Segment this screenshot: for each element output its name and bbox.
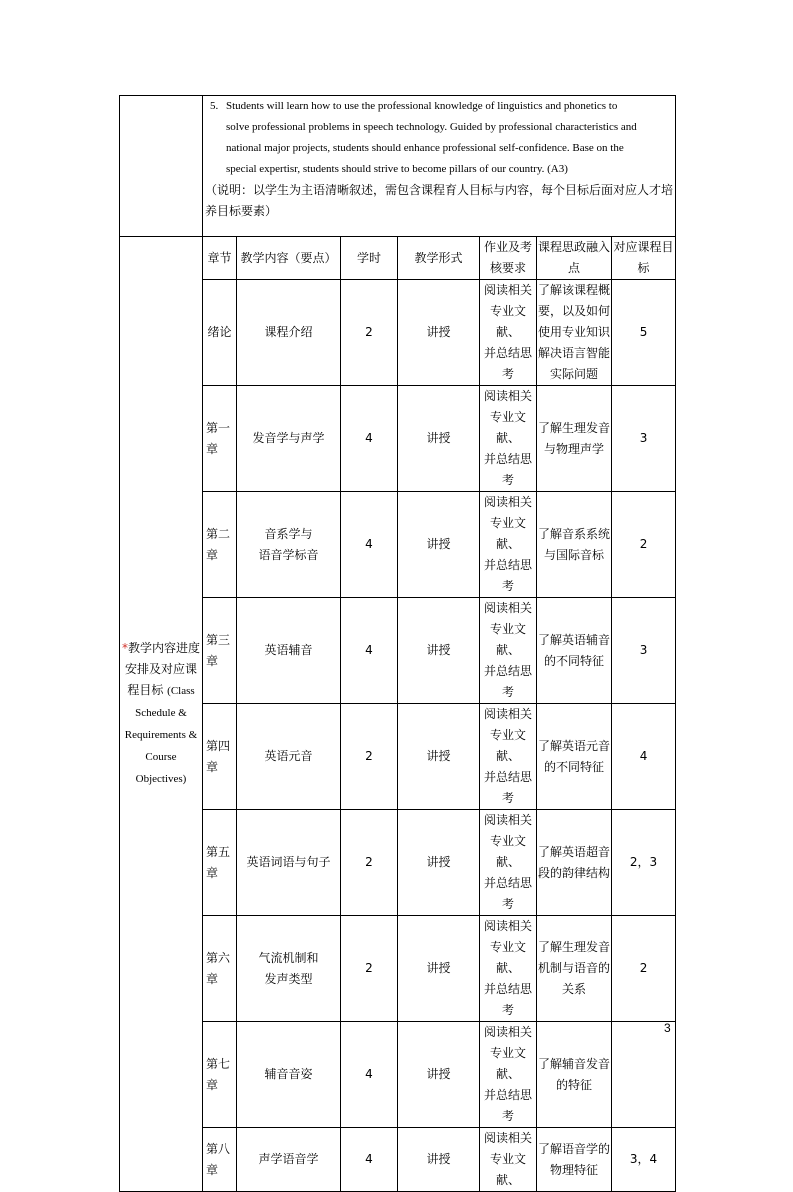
ideology-cell bbox=[537, 280, 612, 386]
form-cell: 讲授 bbox=[398, 1022, 480, 1128]
header-chapter: 章节 bbox=[203, 237, 237, 280]
content-cell bbox=[237, 704, 341, 810]
homework-text: 考 bbox=[501, 367, 514, 381]
content-cell bbox=[237, 280, 341, 386]
homework-text: 阅读相关 bbox=[483, 813, 532, 827]
schedule-row bbox=[120, 1022, 676, 1128]
content-cell bbox=[237, 916, 341, 1022]
objective-text bbox=[205, 96, 673, 180]
homework-text: 专业文献、 bbox=[489, 304, 526, 339]
homework-text: 专业文献、 bbox=[489, 622, 526, 657]
homework-text: 考 bbox=[501, 1109, 514, 1123]
content-text: 气流机制和 bbox=[258, 950, 319, 965]
homework-text: 专业文献、 bbox=[489, 1046, 526, 1081]
objective-cell: 3 bbox=[612, 598, 676, 704]
schedule-row bbox=[120, 1128, 676, 1192]
page-number: 3 bbox=[664, 1021, 671, 1035]
schedule-row bbox=[120, 704, 676, 810]
chapter-text: 第四 bbox=[206, 738, 231, 753]
homework-text: 阅读相关 bbox=[483, 919, 532, 933]
section-label-en-line: Course bbox=[145, 751, 177, 763]
form-cell: 讲授 bbox=[398, 492, 480, 598]
chapter-text: 章 bbox=[206, 1077, 219, 1092]
header-form: 教学形式 bbox=[398, 237, 480, 280]
schedule-row bbox=[120, 598, 676, 704]
section-label-line: 教学内容进度 bbox=[127, 641, 200, 655]
content-cell bbox=[237, 810, 341, 916]
content-cell bbox=[237, 492, 341, 598]
header-objective-line: 对应课程目 bbox=[613, 240, 674, 254]
chapter-cell bbox=[203, 916, 237, 1022]
form-cell: 讲授 bbox=[398, 280, 480, 386]
chapter-text: 第六 bbox=[206, 950, 231, 965]
ideology-cell bbox=[537, 810, 612, 916]
required-star: * bbox=[121, 641, 128, 655]
ideology-cell bbox=[537, 386, 612, 492]
homework-text: 阅读相关 bbox=[483, 495, 532, 509]
ideology-text: 的不同特征 bbox=[543, 653, 604, 668]
header-homework-line: 作业及考 bbox=[483, 240, 532, 254]
note-line: （说明：以学生为主语清晰叙述，需包含课程育人目标与内容，每个目标后面对应人才培 bbox=[205, 183, 674, 197]
header-homework bbox=[480, 237, 537, 280]
content-text: 发声类型 bbox=[264, 971, 313, 986]
chapter-cell bbox=[203, 386, 237, 492]
ideology-text: 解决语言智能 bbox=[537, 346, 610, 360]
chapter-cell bbox=[203, 810, 237, 916]
homework-text: 并总结思 bbox=[483, 558, 532, 572]
homework-text: 并总结思 bbox=[483, 452, 532, 466]
chapter-cell bbox=[203, 492, 237, 598]
objective-number: 5. bbox=[210, 100, 219, 112]
objective-line: solve professional problems in speech technology. Guided by professional characteristics and bbox=[226, 121, 637, 133]
schedule-row bbox=[120, 492, 676, 598]
form-cell: 讲授 bbox=[398, 916, 480, 1022]
ideology-text: 了解英语元音 bbox=[537, 738, 610, 753]
homework-cell bbox=[480, 280, 537, 386]
content-cell bbox=[237, 386, 341, 492]
chapter-text: 章 bbox=[206, 865, 219, 880]
objective-cell: 4 bbox=[612, 704, 676, 810]
ideology-text: 要，以及如何 bbox=[537, 304, 610, 318]
form-cell: 讲授 bbox=[398, 386, 480, 492]
homework-cell bbox=[480, 810, 537, 916]
homework-text: 考 bbox=[501, 1003, 514, 1017]
content-cell bbox=[237, 1022, 341, 1128]
ideology-text: 物理特征 bbox=[549, 1162, 598, 1177]
homework-text: 专业文献、 bbox=[489, 728, 526, 763]
header-content: 教学内容（要点） bbox=[237, 237, 341, 280]
ideology-cell bbox=[537, 1022, 612, 1128]
homework-text: 阅读相关 bbox=[483, 1025, 532, 1039]
ideology-text: 了解辅音发音 bbox=[537, 1056, 610, 1071]
objective-cell: 3，4 bbox=[612, 1128, 676, 1192]
hours-cell: 4 bbox=[341, 492, 398, 598]
homework-text: 阅读相关 bbox=[483, 707, 532, 721]
content-text: 课程介绍 bbox=[264, 325, 313, 339]
homework-text: 阅读相关 bbox=[483, 1131, 532, 1145]
objective-cell: 2 bbox=[612, 916, 676, 1022]
ideology-cell bbox=[537, 704, 612, 810]
chapter-text: 章 bbox=[206, 1162, 219, 1177]
objective-line: special expertisr, students should strive to become pillars of our country. (A3) bbox=[226, 163, 568, 175]
ideology-cell bbox=[537, 492, 612, 598]
objective-cell: 2，3 bbox=[612, 810, 676, 916]
objective-cell: 3 bbox=[612, 386, 676, 492]
homework-text: 专业文献、 bbox=[489, 940, 526, 975]
homework-text: 并总结思 bbox=[483, 982, 532, 996]
homework-text: 阅读相关 bbox=[483, 601, 532, 615]
form-cell: 讲授 bbox=[398, 810, 480, 916]
homework-cell bbox=[480, 916, 537, 1022]
form-cell: 讲授 bbox=[398, 598, 480, 704]
section-label-line: 程目标 bbox=[127, 683, 164, 697]
hours-cell: 2 bbox=[341, 704, 398, 810]
homework-text: 考 bbox=[501, 791, 514, 805]
note-line: 养目标要素） bbox=[205, 204, 278, 218]
course-schedule-table bbox=[119, 95, 676, 1192]
content-text: 英语辅音 bbox=[264, 643, 313, 657]
chapter-text: 章 bbox=[206, 759, 219, 774]
homework-text: 专业文献、 bbox=[489, 516, 526, 551]
homework-text: 阅读相关 bbox=[483, 389, 532, 403]
section-label-en-line: Objectives) bbox=[135, 773, 187, 785]
hours-cell: 2 bbox=[341, 280, 398, 386]
header-ideology-line: 点 bbox=[567, 261, 580, 275]
ideology-cell bbox=[537, 598, 612, 704]
schedule-row bbox=[120, 386, 676, 492]
chapter-text: 第一 bbox=[206, 420, 231, 435]
form-cell: 讲授 bbox=[398, 704, 480, 810]
section-label-line: 安排及对应课 bbox=[124, 662, 197, 676]
chapter-text: 第五 bbox=[206, 844, 231, 859]
chapter-text: 章 bbox=[206, 653, 219, 668]
content-text: 声学语音学 bbox=[258, 1152, 319, 1166]
objective-line: national major projects, students should enhance professional self-confidence. Base on the bbox=[226, 142, 624, 154]
header-ideology-line: 课程思政融入 bbox=[537, 240, 610, 254]
header-row bbox=[120, 237, 676, 280]
homework-text: 考 bbox=[501, 685, 514, 699]
ideology-text: 段的韵律结构 bbox=[537, 865, 610, 880]
content-cell bbox=[237, 598, 341, 704]
ideology-text: 了解生理发音 bbox=[537, 420, 610, 435]
homework-cell bbox=[480, 704, 537, 810]
hours-cell: 4 bbox=[341, 598, 398, 704]
homework-text: 阅读相关 bbox=[483, 283, 532, 297]
schedule-row bbox=[120, 280, 676, 386]
ideology-text: 了解生理发音 bbox=[537, 940, 610, 954]
hours-cell: 2 bbox=[341, 810, 398, 916]
ideology-text: 了解英语超音 bbox=[537, 844, 610, 859]
schedule-row bbox=[120, 810, 676, 916]
chapter-text: 章 bbox=[206, 971, 219, 986]
schedule-row bbox=[120, 916, 676, 1022]
ideology-text: 了解该课程概 bbox=[537, 283, 610, 297]
ideology-text: 与国际音标 bbox=[543, 547, 604, 562]
content-text: 英语词语与句子 bbox=[246, 855, 331, 869]
chapter-text: 绪论 bbox=[207, 325, 232, 339]
content-text: 语音学标音 bbox=[258, 547, 319, 562]
objective-cell bbox=[612, 1022, 676, 1128]
ideology-text: 的不同特征 bbox=[543, 759, 604, 774]
homework-text: 并总结思 bbox=[483, 346, 532, 360]
homework-text: 并总结思 bbox=[483, 664, 532, 678]
ideology-text: 了解语音学的 bbox=[537, 1141, 610, 1156]
homework-text: 考 bbox=[501, 579, 514, 593]
homework-cell bbox=[480, 1022, 537, 1128]
ideology-text: 了解英语辅音 bbox=[537, 632, 610, 647]
ideology-cell bbox=[537, 916, 612, 1022]
objective-row bbox=[120, 96, 676, 237]
homework-text: 并总结思 bbox=[483, 770, 532, 784]
ideology-text: 了解音系系统 bbox=[537, 526, 610, 541]
content-text: 音系学与 bbox=[264, 526, 313, 541]
objective-note bbox=[205, 180, 673, 222]
chapter-text: 第七 bbox=[206, 1056, 231, 1071]
homework-text: 专业文献、 bbox=[489, 834, 526, 869]
chapter-cell bbox=[203, 704, 237, 810]
homework-text: 专业文献、 bbox=[489, 410, 526, 445]
objective-label-cell bbox=[120, 96, 203, 237]
objective-cell bbox=[203, 96, 676, 237]
chapter-text: 第八 bbox=[206, 1141, 231, 1156]
section-label-cell bbox=[120, 237, 203, 1192]
chapter-text: 章 bbox=[206, 441, 219, 456]
form-cell: 讲授 bbox=[398, 1128, 480, 1192]
hours-cell: 4 bbox=[341, 1128, 398, 1192]
header-homework-line: 核要求 bbox=[489, 261, 526, 275]
chapter-text: 第二 bbox=[206, 526, 231, 541]
content-text: 辅音音姿 bbox=[264, 1067, 313, 1081]
header-objective bbox=[612, 237, 676, 280]
objective-line: Students will learn how to use the professional knowledge of linguistics and phonetics to bbox=[226, 100, 618, 112]
ideology-text: 关系 bbox=[561, 982, 586, 996]
objective-cell: 5 bbox=[612, 280, 676, 386]
ideology-text: 使用专业知识 bbox=[537, 325, 610, 339]
homework-cell bbox=[480, 598, 537, 704]
header-objective-line: 标 bbox=[637, 261, 650, 275]
chapter-text: 第三 bbox=[206, 632, 231, 647]
section-label-en-line: (Class bbox=[167, 685, 195, 697]
content-text: 发音学与声学 bbox=[252, 431, 325, 445]
ideology-text: 机制与语音的 bbox=[537, 961, 610, 975]
homework-text: 并总结思 bbox=[483, 1088, 532, 1102]
homework-text: 考 bbox=[501, 473, 514, 487]
homework-cell bbox=[480, 386, 537, 492]
section-label-en-line: Requirements & bbox=[124, 729, 198, 741]
content-text: 英语元音 bbox=[264, 749, 313, 763]
ideology-text: 的特征 bbox=[555, 1077, 592, 1092]
hours-cell: 2 bbox=[341, 916, 398, 1022]
hours-cell: 4 bbox=[341, 1022, 398, 1128]
homework-cell bbox=[480, 492, 537, 598]
objective-cell: 2 bbox=[612, 492, 676, 598]
header-ideology bbox=[537, 237, 612, 280]
chapter-cell bbox=[203, 598, 237, 704]
homework-text: 专业文献、 bbox=[489, 1152, 526, 1187]
chapter-text: 章 bbox=[206, 547, 219, 562]
ideology-cell bbox=[537, 1128, 612, 1192]
chapter-cell bbox=[203, 280, 237, 386]
ideology-text: 实际问题 bbox=[549, 367, 598, 381]
homework-text: 考 bbox=[501, 897, 514, 911]
header-hours: 学时 bbox=[341, 237, 398, 280]
ideology-text: 与物理声学 bbox=[543, 441, 604, 456]
content-cell bbox=[237, 1128, 341, 1192]
section-label-en-line: Schedule & bbox=[135, 707, 187, 719]
chapter-cell bbox=[203, 1128, 237, 1192]
homework-text: 并总结思 bbox=[483, 876, 532, 890]
homework-cell bbox=[480, 1128, 537, 1192]
chapter-cell bbox=[203, 1022, 237, 1128]
hours-cell: 4 bbox=[341, 386, 398, 492]
